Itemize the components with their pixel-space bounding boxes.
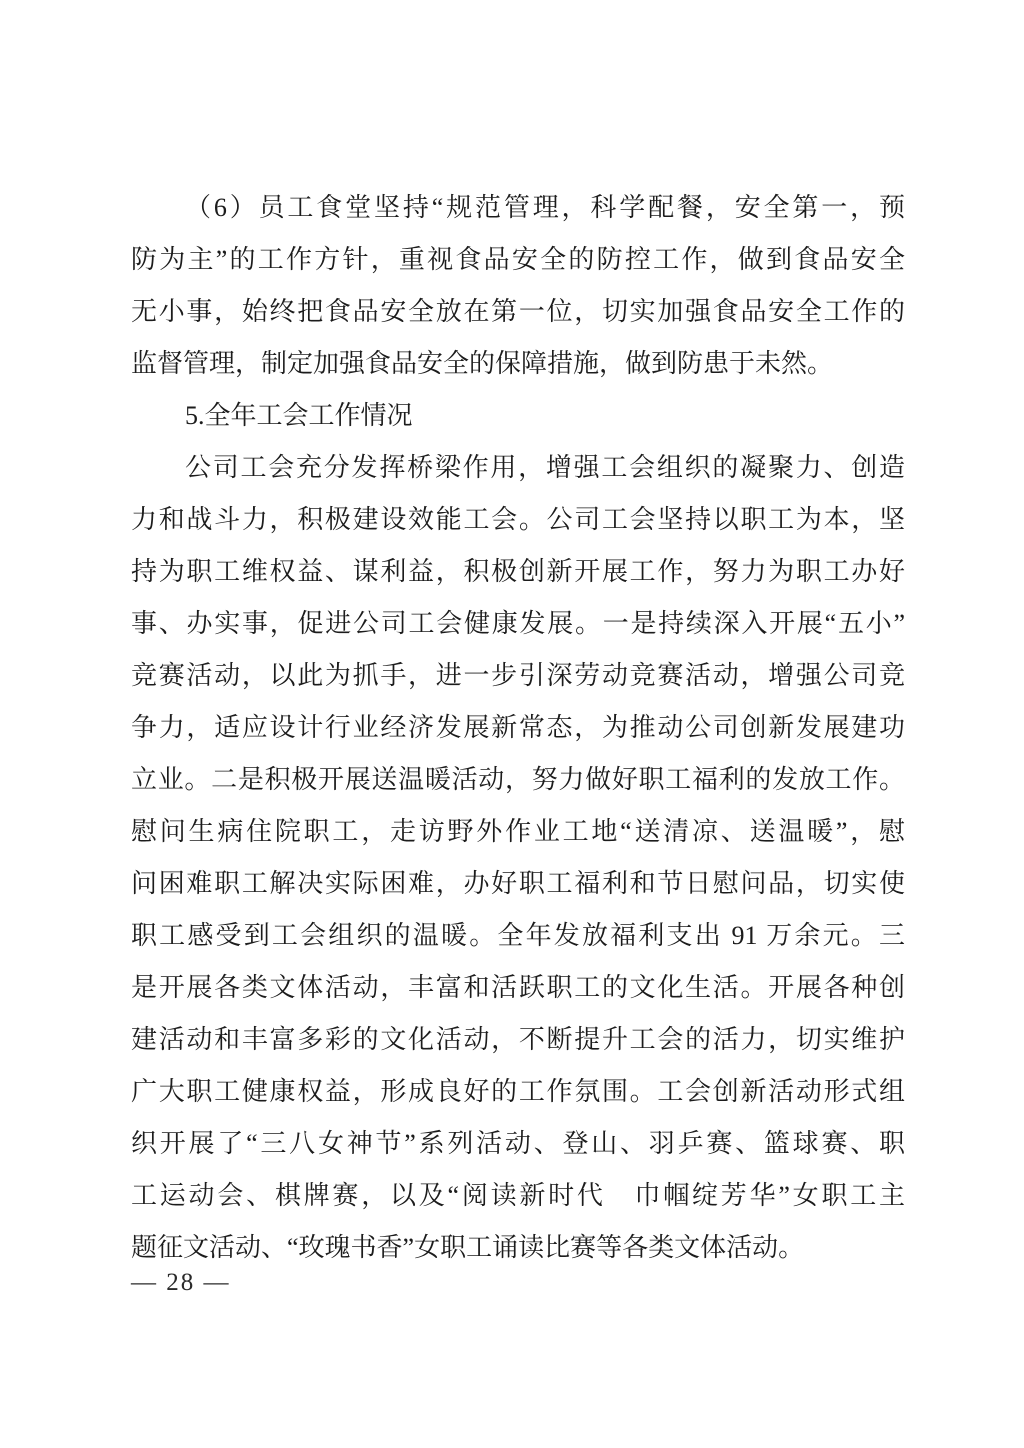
para-union-work-detail-line-1: 公司工会充分发挥桥梁作用，增强工会组织的凝聚力、创造 bbox=[185, 453, 905, 482]
para-canteen-food-safety-line-4: 监督管理，制定加强食品安全的保障措施，做到防患于未然。 bbox=[131, 349, 834, 378]
page-number: — 28 — bbox=[131, 1269, 231, 1296]
para-union-work-detail-line-7: 立业。二是积极开展送温暖活动，努力做好职工福利的发放工作。 bbox=[131, 765, 905, 794]
para-union-work-detail-line-8: 慰问生病住院职工，走访野外作业工地“送清凉、送温暖”，慰 bbox=[131, 817, 905, 846]
para-union-work-detail-line-4: 事、办实事，促进公司工会健康发展。一是持续深入开展“五小” bbox=[131, 609, 905, 638]
text-block bbox=[131, 182, 905, 1274]
para-union-work-detail-line-15: 工运动会、棋牌赛，以及“阅读新时代 巾帼绽芳华”女职工主 bbox=[131, 1181, 905, 1210]
para-union-work-detail-line-2: 力和战斗力，积极建设效能工会。公司工会坚持以职工为本，坚 bbox=[131, 505, 905, 534]
para-union-work-detail-line-13: 广大职工健康权益，形成良好的工作氛围。工会创新活动形式组 bbox=[131, 1077, 905, 1106]
para-union-work-detail-line-14: 织开展了“三八女神节”系列活动、登山、羽乒赛、篮球赛、职 bbox=[131, 1129, 905, 1158]
heading-annual-union-work-line-1: 5.全年工会工作情况 bbox=[185, 401, 413, 430]
para-union-work-detail-line-12: 建活动和丰富多彩的文化活动，不断提升工会的活力，切实维护 bbox=[131, 1025, 905, 1054]
para-canteen-food-safety-line-1: （6）员工食堂坚持“规范管理，科学配餐，安全第一，预 bbox=[185, 193, 905, 222]
para-union-work-detail-line-5: 竞赛活动，以此为抓手，进一步引深劳动竞赛活动，增强公司竞 bbox=[131, 661, 905, 690]
para-union-work-detail-line-6: 争力，适应设计行业经济发展新常态，为推动公司创新发展建功 bbox=[131, 713, 905, 742]
para-canteen-food-safety-line-3: 无小事，始终把食品安全放在第一位，切实加强食品安全工作的 bbox=[131, 297, 905, 326]
para-union-work-detail-line-9: 问困难职工解决实际困难，办好职工福利和节日慰问品，切实使 bbox=[131, 869, 905, 898]
para-union-work-detail-line-11: 是开展各类文体活动，丰富和活跃职工的文化生活。开展各种创 bbox=[131, 973, 905, 1002]
para-union-work-detail-line-10: 职工感受到工会组织的温暖。全年发放福利支出 91 万余元。三 bbox=[131, 921, 905, 950]
para-union-work-detail-line-3: 持为职工维权益、谋利益，积极创新开展工作，努力为职工办好 bbox=[131, 557, 905, 586]
para-canteen-food-safety-line-2: 防为主”的工作方针，重视食品安全的防控工作，做到食品安全 bbox=[131, 245, 905, 274]
para-union-work-detail-line-16: 题征文活动、“玫瑰书香”女职工诵读比赛等各类文体活动。 bbox=[131, 1233, 805, 1262]
